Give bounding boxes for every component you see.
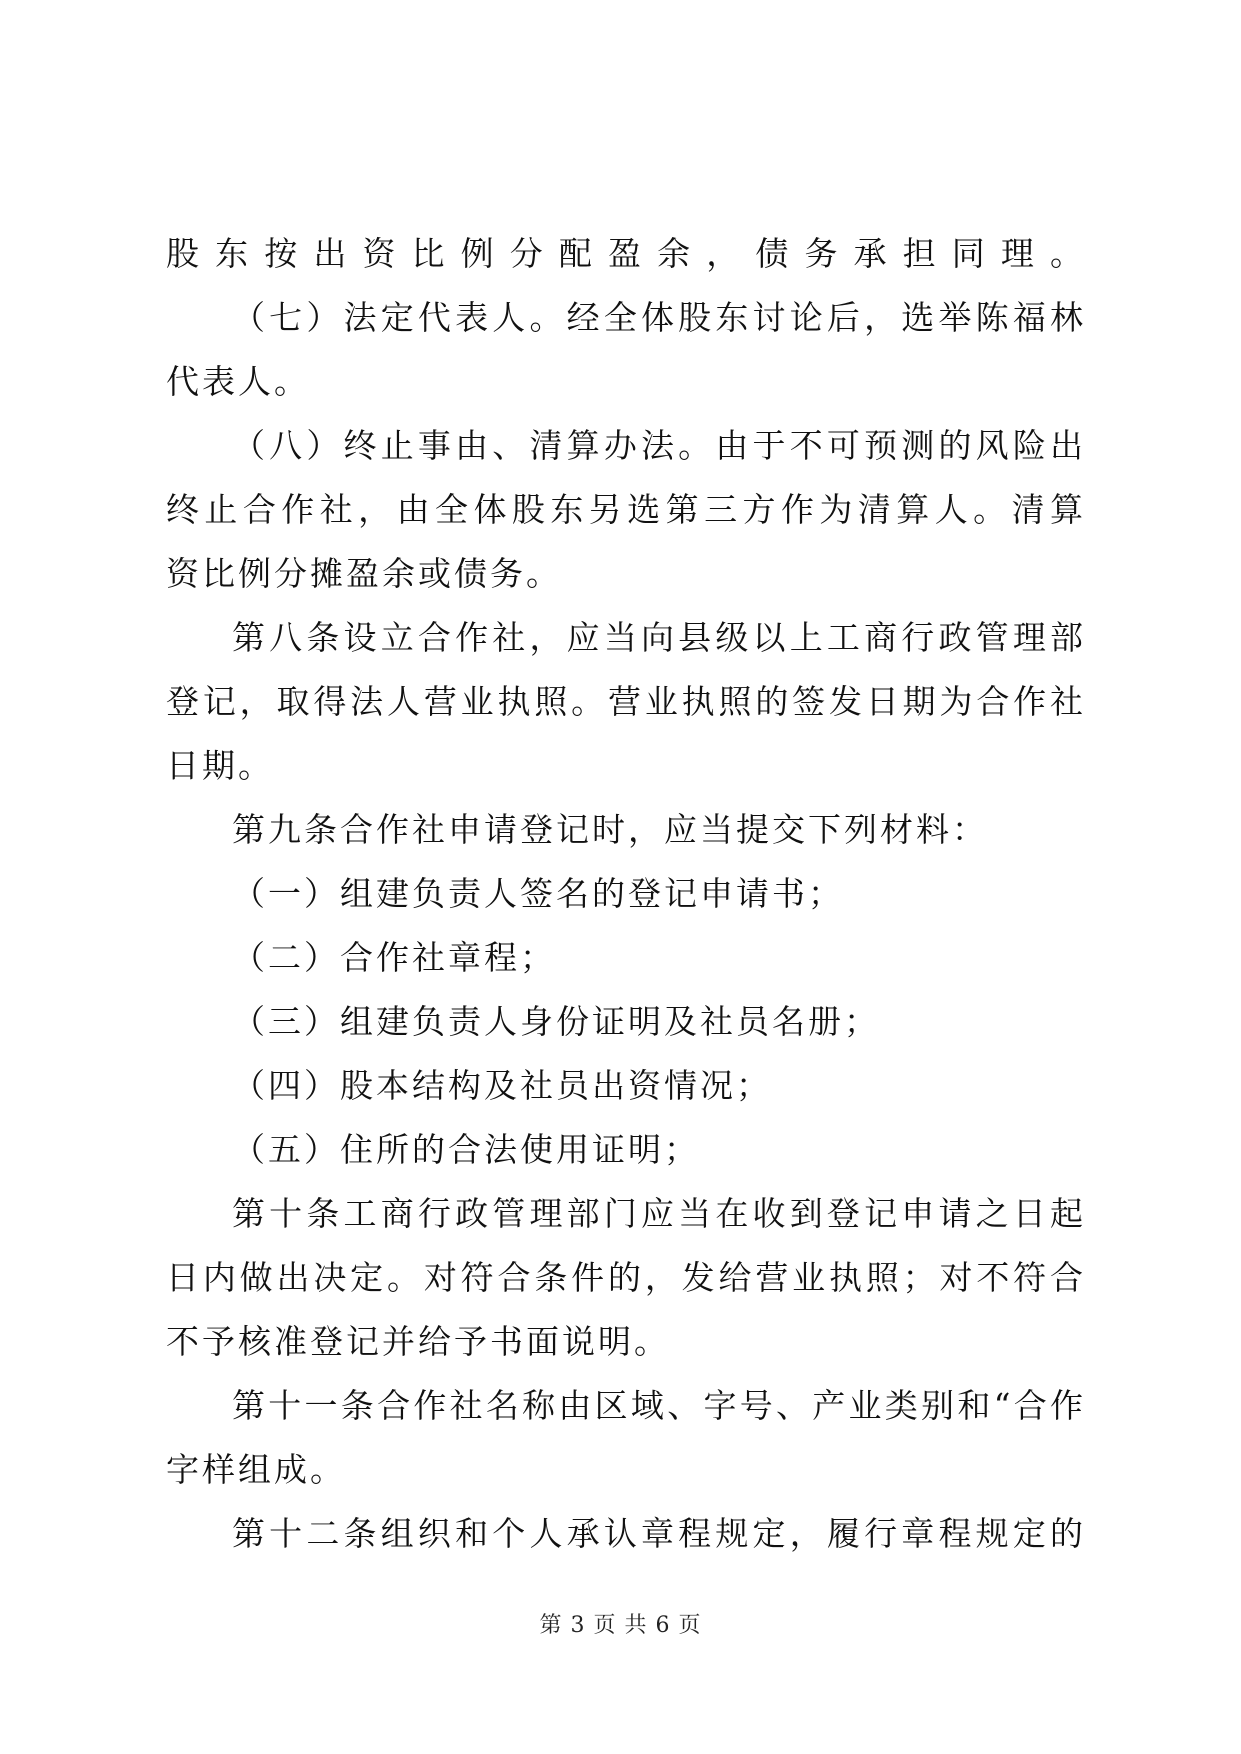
text-line: （八）终止事由、清算办法。由于不可预测的风险出 — [232, 426, 1086, 465]
text-line: （七）法定代表人。经全体股东讨论后，选举陈福林 — [232, 298, 1086, 337]
text-line: 不予核准登记并给予书面说明。 — [166, 1322, 670, 1361]
text-line: 日内做出决定。对符合条件的，发给营业执照；对不符合 — [166, 1258, 1086, 1297]
list-item: （四）股本结构及社员出资情况； — [232, 1066, 772, 1105]
list-item: （五）住所的合法使用证明； — [232, 1130, 700, 1169]
text-line: 第十一条合作社名称由区域、字号、产业类别和“合作 — [232, 1386, 1086, 1425]
text-line: 股东按出资比例分配盈余，债务承担同理。 — [166, 234, 1086, 273]
text-line: 资比例分摊盈余或债务。 — [166, 554, 562, 593]
text-line: 终止合作社，由全体股东另选第三方作为清算人。清算 — [166, 490, 1086, 529]
document-body — [166, 222, 1086, 1566]
list-item: （一）组建负责人签名的登记申请书； — [232, 874, 844, 913]
text-line: 第十条工商行政管理部门应当在收到登记申请之日起 — [232, 1194, 1086, 1233]
text-line: 字样组成。 — [166, 1450, 346, 1489]
text-line: 第九条合作社申请登记时，应当提交下列材料： — [232, 810, 988, 849]
text-line: 日期。 — [166, 746, 274, 785]
list-item: （二）合作社章程； — [232, 938, 556, 977]
list-item: （三）组建负责人身份证明及社员名册； — [232, 1002, 880, 1041]
text-line: 代表人。 — [166, 362, 310, 401]
text-line: 第八条设立合作社，应当向县级以上工商行政管理部 — [232, 618, 1086, 657]
text-line: 第十二条组织和个人承认章程规定，履行章程规定的 — [232, 1514, 1086, 1553]
text-line: 登记，取得法人营业执照。营业执照的签发日期为合作社 — [166, 682, 1086, 721]
page-number-footer: 第 3 页 共 6 页 — [539, 1613, 702, 1638]
